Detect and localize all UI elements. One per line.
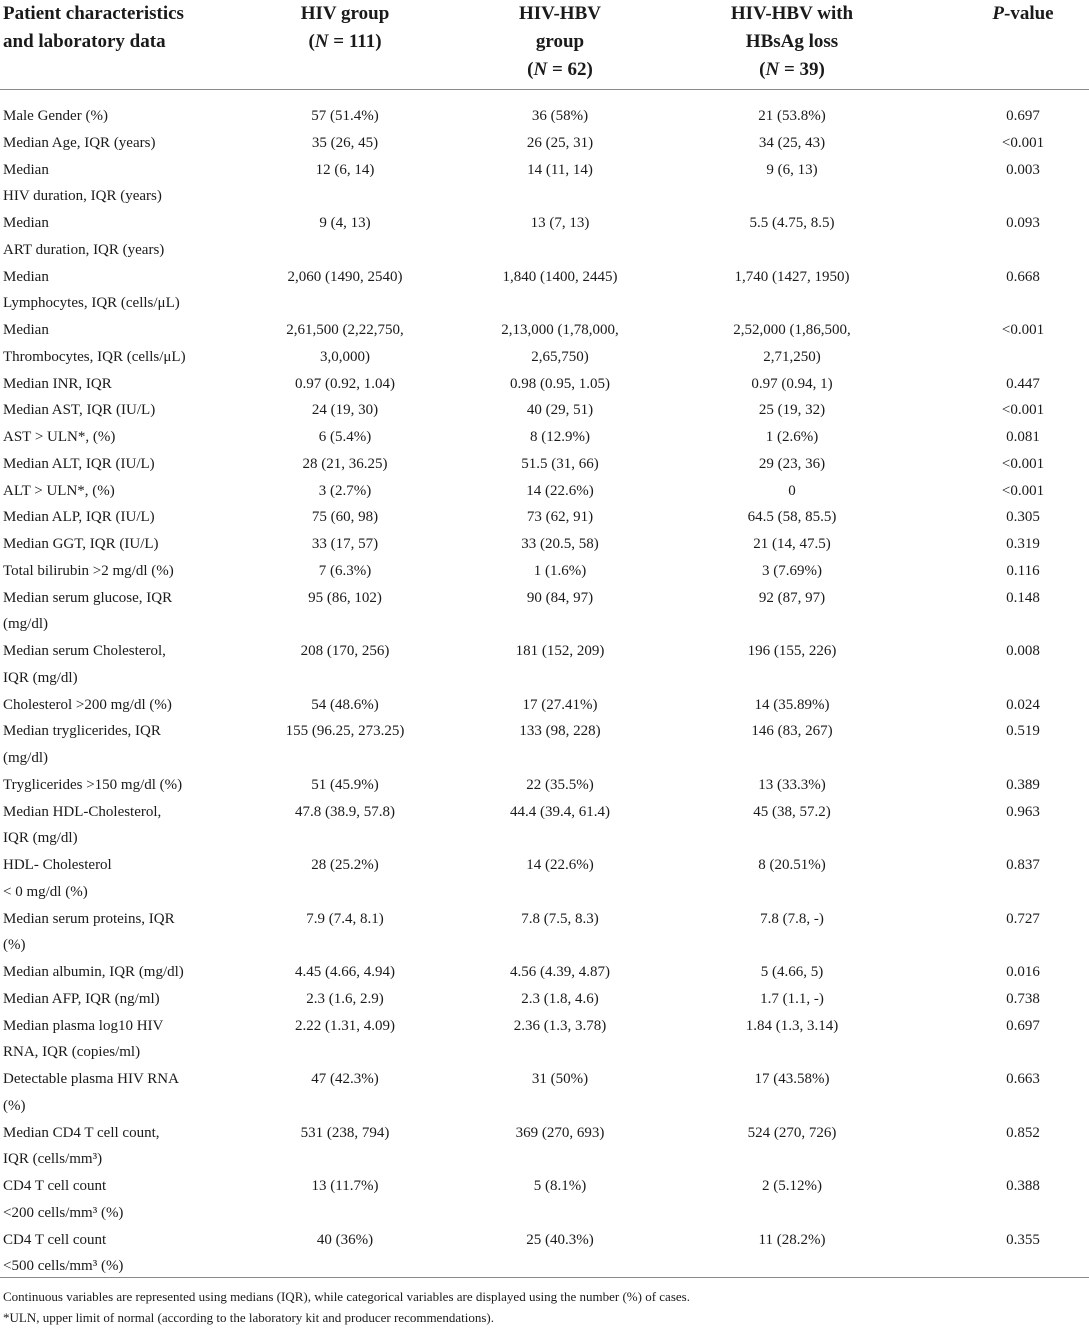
table-row [0,1120,1089,1174]
value-cell-v3: 1.7 (1.1, -) [760,990,824,1007]
value-cell-v2: 181 (152, 209) [515,643,605,659]
value-cell-v2: 90 (84, 97) [526,589,594,606]
value-cell-v2: 1 (1.6%) [533,562,587,579]
table-row [0,959,1089,986]
value-cell-v2: 2,13,000 (1,78,000, 2,65,750) [501,322,619,365]
p-value-cell: 0.697 [1006,1017,1040,1034]
value-cell-v2: 73 (62, 91) [526,509,594,526]
p-value-cell: 0.355 [1006,1231,1040,1248]
footnote-continuous: Continuous variables are represented using medians (IQR), while categorical variables are displayed using the number (%) of cases. [3,1289,690,1304]
p-value-cell: 0.116 [1006,562,1040,579]
value-cell-v2: 369 (270, 693) [515,1124,605,1141]
value-cell-v3: 146 (83, 267) [751,723,833,740]
table-row [0,1227,1089,1281]
value-cell-v2: 31 (50%) [531,1071,589,1087]
table-row [0,1173,1089,1227]
value-cell-v1: 57 (51.4%) [311,108,379,124]
value-cell-v1: 9 (4, 13) [319,215,371,231]
value-cell-v3: 8 (20.51%) [758,857,826,873]
value-cell-v3: 13 (33.3%) [758,776,826,793]
value-cell-v2: 25 (40.3%) [526,1231,594,1248]
table-row [0,531,1089,558]
value-cell-v2: 36 (58%) [531,108,589,124]
header-p-value: P-value [992,3,1054,24]
table-row [0,852,1089,906]
table-row [0,264,1089,318]
row-label: Median GGT, IQR (IU/L) [3,536,159,552]
p-value-cell: 0.081 [1006,429,1040,445]
table-row [0,692,1089,719]
row-label: Median INR, IQR [3,375,112,392]
p-value-cell: <0.001 [1001,482,1045,499]
row-label: Median Age, IQR (years) [3,134,156,151]
table-row [0,504,1089,531]
value-cell-v1: 75 (60, 98) [311,509,379,526]
p-value-cell: 0.016 [1006,964,1040,980]
value-cell-v1: 54 (48.6%) [311,696,379,713]
p-value-cell: 0.519 [1006,723,1040,740]
header-hiv-hbv-group: HIV-HBV group (N = 62) [519,3,601,80]
value-cell-v2: 133 (98, 228) [519,723,601,740]
header-characteristics: Patient characteristics and laboratory data [3,3,184,52]
value-cell-v2: 22 (35.5%) [526,776,594,793]
value-cell-v2: 51.5 (31, 66) [521,455,599,472]
value-cell-v1: 208 (170, 256) [300,643,390,659]
value-cell-v2: 5 (8.1%) [533,1178,587,1194]
value-cell-v3: 196 (155, 226) [747,643,837,659]
row-label: Median Thrombocytes, IQR (cells/μL) [3,322,186,365]
p-value-cell: <0.001 [1001,322,1045,338]
value-cell-v1: 24 (19, 30) [311,402,379,419]
value-cell-v1: 51 (45.9%) [311,776,379,793]
row-label: Median AFP, IQR (ng/ml) [3,990,160,1007]
value-cell-v3: 2 (5.12%) [762,1178,822,1194]
value-cell-v2: 14 (22.6%) [526,482,594,499]
table-row [0,772,1089,799]
p-value-cell: <0.001 [1001,455,1045,472]
value-cell-v1: 33 (17, 57) [311,536,379,552]
value-cell-v1: 7 (6.3%) [318,562,372,579]
row-label: Median ART duration, IQR (years) [3,215,165,258]
value-cell-v2: 4.56 (4.39, 4.87) [510,964,610,980]
value-cell-v3: 7.8 (7.8, -) [760,910,824,927]
value-cell-v1: 13 (11.7%) [311,1178,379,1194]
table-row [0,397,1089,424]
value-cell-v2: 33 (20.5, 58) [521,536,599,552]
p-value-cell: 0.389 [1006,776,1040,793]
p-value-cell: 0.697 [1006,108,1040,124]
value-cell-v3: 0 [788,482,796,499]
row-label: Median AST, IQR (IU/L) [3,402,156,419]
row-label: Total bilirubin >2 mg/dl (%) [3,562,174,579]
value-cell-v1: 2.22 (1.31, 4.09) [295,1017,395,1034]
p-value-cell: 0.388 [1006,1178,1040,1194]
table-row [0,585,1089,639]
p-value-cell: 0.093 [1006,215,1040,231]
value-cell-v1: 28 (21, 36.25) [302,455,388,472]
value-cell-v3: 1.84 (1.3, 3.14) [745,1017,839,1034]
table-row [0,1066,1089,1120]
value-cell-v3: 14 (35.89%) [754,696,830,713]
p-value-cell: 0.852 [1006,1124,1040,1141]
table-row [0,478,1089,505]
value-cell-v1: 7.9 (7.4, 8.1) [306,910,384,927]
value-cell-v1: 47 (42.3%) [311,1071,379,1087]
value-cell-v3: 2,52,000 (1,86,500, 2,71,250) [733,322,851,365]
value-cell-v2: 8 (12.9%) [530,429,590,445]
value-cell-v1: 6 (5.4%) [318,429,372,445]
value-cell-v2: 2.3 (1.8, 4.6) [521,990,599,1007]
table-row [0,103,1089,130]
value-cell-v3: 34 (25, 43) [758,134,826,151]
value-cell-v3: 21 (14, 47.5) [753,536,831,552]
row-label: ALT > ULN*, (%) [3,482,115,499]
row-label: Median serum glucose, IQR (mg/dl) [3,589,173,633]
value-cell-v1: 28 (25.2%) [311,857,379,873]
value-cell-v3: 64.5 (58, 85.5) [747,509,837,526]
table-row [0,157,1089,211]
row-label: Detectable plasma HIV RNA (%) [3,1071,179,1114]
table-row [0,317,1089,371]
value-cell-v2: 17 (27.41%) [522,696,598,713]
value-cell-v3: 25 (19, 32) [758,402,826,419]
row-label: Median ALP, IQR (IU/L) [3,509,155,526]
value-cell-v3: 5.5 (4.75, 8.5) [749,215,835,231]
table-row [0,638,1089,692]
p-value-cell: 0.727 [1006,910,1040,927]
table-row [0,451,1089,478]
table-row [0,424,1089,451]
table-header [0,0,1089,86]
value-cell-v3: 92 (87, 97) [758,589,826,606]
row-label: Median HIV duration, IQR (years) [3,161,162,205]
value-cell-v1: 0.97 (0.92, 1.04) [295,375,395,392]
value-cell-v2: 13 (7, 13) [530,215,590,231]
p-value-cell: 0.738 [1006,990,1040,1007]
value-cell-v1: 2.3 (1.6, 2.9) [306,990,384,1007]
row-label: HDL- Cholesterol < 0 mg/dl (%) [3,857,112,900]
row-label: Median plasma log10 HIV RNA, IQR (copies/ml) [3,1017,164,1061]
value-cell-v3: 29 (23, 36) [758,455,826,472]
value-cell-v1: 2,060 (1490, 2540) [287,268,403,285]
value-cell-v1: 95 (86, 102) [308,589,382,606]
value-cell-v3: 5 (4.66, 5) [760,964,824,980]
row-label: Median serum proteins, IQR (%) [3,910,175,954]
value-cell-v3: 45 (38, 57.2) [753,803,831,820]
table-body [0,103,1089,1280]
footer-divider [0,1277,1089,1278]
value-cell-v3: 1 (2.6%) [765,429,819,445]
row-label: Tryglicerides >150 mg/dl (%) [3,776,183,793]
header-hiv-group: HIV group (N = 111) [300,3,390,52]
value-cell-v3: 3 (7.69%) [762,562,822,579]
value-cell-v1: 155 (96.25, 273.25) [285,723,405,740]
value-cell-v3: 21 (53.8%) [758,108,826,124]
table-row [0,986,1089,1013]
value-cell-v3: 0.97 (0.94, 1) [751,375,833,392]
value-cell-v3: 11 (28.2%) [758,1231,826,1248]
header-divider [0,89,1089,90]
row-label: Median ALT, IQR (IU/L) [3,455,155,472]
value-cell-v1: 47.8 (38.9, 57.8) [295,803,395,820]
p-value-cell: 0.963 [1006,803,1040,820]
row-label: CD4 T cell count <200 cells/mm³ (%) [3,1178,124,1221]
p-value-cell: 0.447 [1006,375,1040,392]
p-value-cell: 0.668 [1006,268,1040,285]
value-cell-v2: 14 (22.6%) [526,857,594,873]
value-cell-v3: 1,740 (1427, 1950) [734,268,850,285]
value-cell-v1: 12 (6, 14) [315,161,375,178]
row-label: Median albumin, IQR (mg/dl) [3,964,184,980]
row-label: AST > ULN*, (%) [3,429,116,445]
value-cell-v1: 2,61,500 (2,22,750, 3,0,000) [286,322,404,365]
value-cell-v2: 44.4 (39.4, 61.4) [510,803,610,820]
p-value-cell: 0.305 [1006,509,1040,526]
table-row [0,1013,1089,1067]
value-cell-v2: 14 (11, 14) [527,161,593,178]
table-row [0,130,1089,157]
p-value-cell: 0.319 [1006,536,1040,552]
value-cell-v2: 2.36 (1.3, 3.78) [513,1017,607,1034]
value-cell-v3: 524 (270, 726) [747,1124,837,1141]
p-value-cell: <0.001 [1001,402,1045,419]
table-row [0,799,1089,853]
table-row [0,210,1089,264]
p-value-cell: 0.663 [1006,1071,1040,1087]
value-cell-v3: 9 (6, 13) [766,161,818,178]
p-value-cell: 0.837 [1006,857,1040,873]
header-hbsag-loss-group: HIV-HBV with HBsAg loss (N = 39) [730,3,854,80]
value-cell-v1: 35 (26, 45) [311,134,379,151]
value-cell-v2: 1,840 (1400, 2445) [502,268,618,285]
value-cell-v2: 40 (29, 51) [526,402,594,419]
value-cell-v2: 0.98 (0.95, 1.05) [510,375,610,392]
value-cell-v1: 4.45 (4.66, 4.94) [295,964,395,980]
row-label: Cholesterol >200 mg/dl (%) [3,696,172,713]
table-footnotes [3,1286,690,1328]
p-value-cell: 0.148 [1006,589,1040,606]
table-row [0,558,1089,585]
p-value-cell: 0.003 [1006,161,1040,178]
row-label: Median serum Cholesterol, IQR (mg/dl) [3,643,166,686]
row-label: Median tryglicerides, IQR (mg/dl) [3,723,161,766]
value-cell-v2: 26 (25, 31) [526,134,594,151]
row-label: Median Lymphocytes, IQR (cells/μL) [3,268,180,312]
table-row [0,718,1089,772]
table-row [0,371,1089,398]
value-cell-v2: 7.8 (7.5, 8.3) [521,910,599,927]
value-cell-v3: 17 (43.58%) [754,1071,830,1087]
table-row [0,906,1089,960]
p-value-cell: <0.001 [1001,134,1045,151]
value-cell-v1: 3 (2.7%) [318,482,372,499]
value-cell-v1: 40 (36%) [316,1231,374,1248]
value-cell-v1: 531 (238, 794) [300,1124,390,1141]
p-value-cell: 0.008 [1006,643,1040,659]
row-label: Male Gender (%) [3,108,108,124]
row-label: CD4 T cell count <500 cells/mm³ (%) [3,1231,124,1275]
footnote-uln: *ULN, upper limit of normal (according to the laboratory kit and producer recommendations). [3,1310,494,1325]
row-label: Median HDL-Cholesterol, IQR (mg/dl) [3,803,162,847]
p-value-cell: 0.024 [1006,696,1040,713]
row-label: Median CD4 T cell count, IQR (cells/mm³) [3,1124,160,1168]
